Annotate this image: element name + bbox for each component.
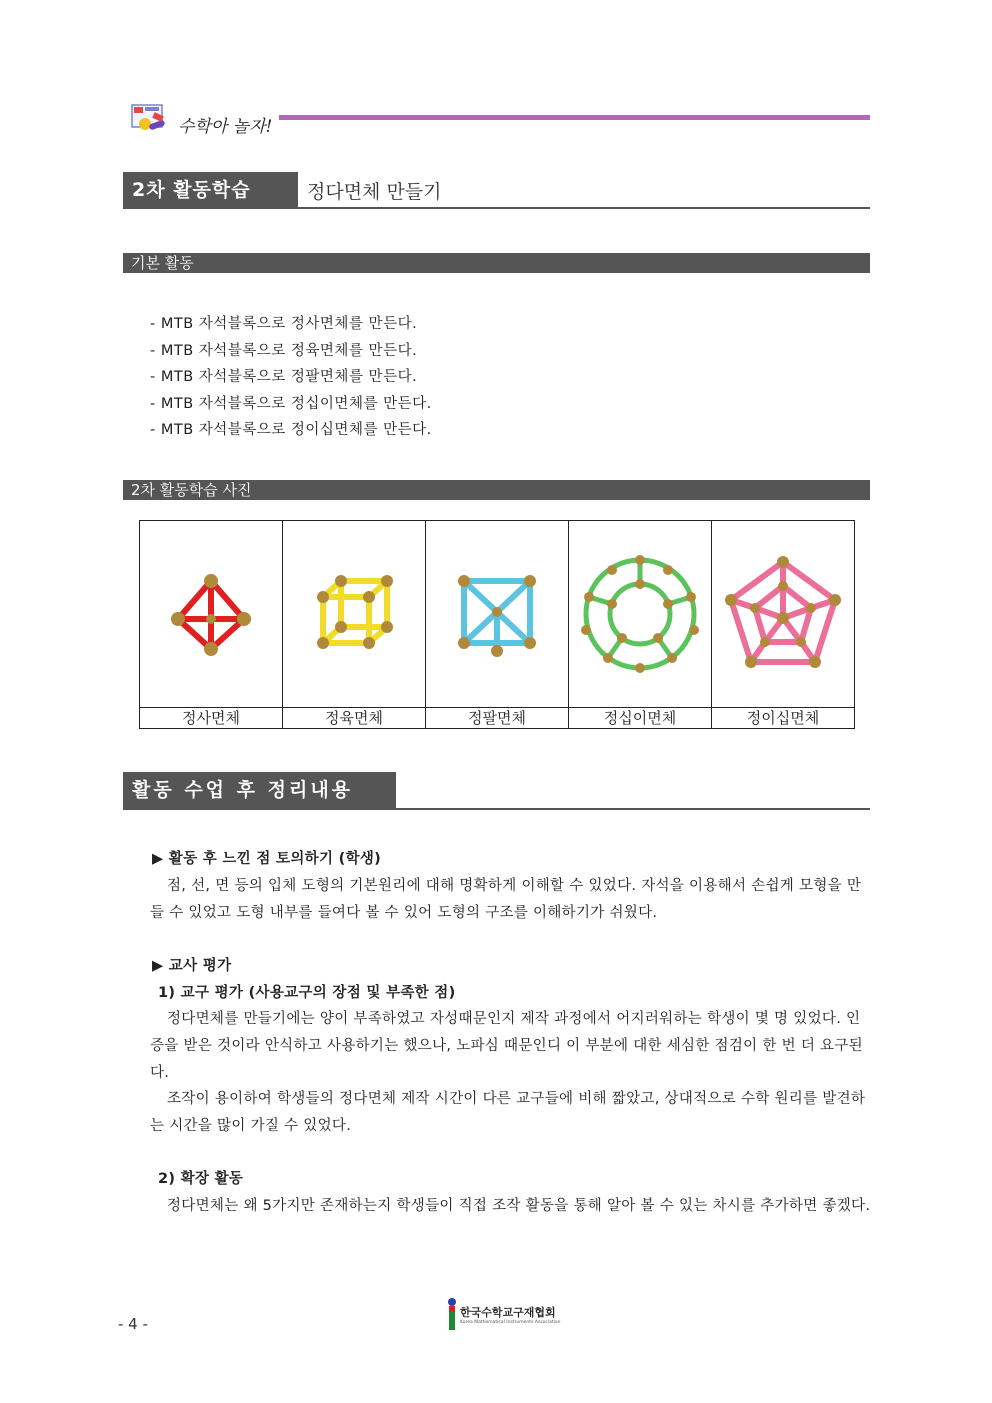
list-item: - MTB 자석블록으로 정사면체를 만든다. — [150, 316, 418, 332]
section-rule — [123, 207, 870, 209]
icosahedron-image — [725, 556, 841, 672]
list-item: - MTB 자석블록으로 정육면체를 만든다. — [150, 342, 418, 359]
section-label: 2차 활동학습 — [123, 172, 298, 208]
photo-heading: 2차 활동학습 사진 — [123, 480, 870, 500]
tool-eval-text-1: 정다면체를 만들기에는 양이 부족하였고 자성때문인지 제작 과정에서 어지러워하는 학생이 몇 명 있었다. 인증을 받은 것이라 안식하고 사용하기는 했으나, 노파심 때문인디 이 부분에 대한 세심한 점검이 한 번 더 요구된다. — [150, 1011, 863, 1081]
photo-cell-octahedron — [426, 521, 569, 708]
org-name: 한국수학교구재협회 — [460, 1305, 556, 1319]
teacher-eval-heading: ▶ 교사 평가 — [152, 958, 232, 974]
org-logo — [446, 1297, 560, 1331]
tetrahedron-image — [166, 569, 256, 659]
photo-cell-dodecahedron — [569, 521, 712, 708]
dodecahedron-image — [578, 552, 702, 676]
cube-image — [309, 569, 399, 659]
list-item: - MTB 자석블록으로 정십이면체를 만든다. — [150, 395, 432, 412]
octahedron-image — [452, 569, 542, 659]
photo-label: 정사면체 — [140, 708, 283, 729]
photo-cell-cube — [283, 521, 426, 708]
photo-label: 정팔면체 — [426, 708, 569, 729]
photo-label: 정이십면체 — [712, 708, 855, 729]
header-rule — [279, 115, 870, 120]
summary-rule — [123, 808, 870, 810]
student-feedback-heading: ▶ 활동 후 느낀 점 토의하기 (학생) — [152, 851, 382, 867]
basic-activity-list — [150, 312, 432, 445]
extension-text: 정다면체는 왜 5가지만 존재하는지 학생들이 직접 조작 활동을 통해 알아 볼 수 있는 차시를 추가하면 좋겠다. — [167, 1198, 871, 1214]
tool-eval-text-2: 조작이 용이하여 학생들의 정다면체 제작 시간이 다른 교구들에 비해 짧았고, 상대적으로 수학 원리를 발견하는 시간을 많이 가질 수 있었다. — [150, 1091, 866, 1134]
list-item: - MTB 자석블록으로 정이십면체를 만든다. — [150, 422, 432, 438]
photo-table — [139, 520, 855, 729]
student-feedback-text: 점, 선, 면 등의 입체 도형의 기본원리에 대해 명확하게 이해할 수 있었다. 자석을 이용해서 손쉽게 모형을 만들 수 있었고 도형 내부를 들여다 볼 수 있어 도형의 구조를 이해하기가 쉬웠다. — [150, 878, 862, 921]
tool-eval-heading: 1) 교구 평가 (사용교구의 장점 및 부족한 점) — [158, 985, 456, 1001]
photo-label: 정십이면체 — [569, 708, 712, 729]
photo-cell-icosahedron — [712, 521, 855, 708]
extension-heading: 2) 확장 활동 — [158, 1171, 244, 1187]
basic-activity-heading: 기본 활동 — [123, 253, 870, 273]
org-subtitle: Korea Mathematical Instruments Association — [460, 1319, 561, 1325]
list-item: - MTB 자석블록으로 정팔면체를 만든다. — [150, 369, 418, 385]
photo-label: 정육면체 — [283, 708, 426, 729]
summary-heading: 활동 수업 후 정리내용 — [123, 772, 396, 808]
photo-cell-tetrahedron — [140, 521, 283, 708]
header-title: 수학아 놀자! — [178, 117, 273, 137]
section-subtitle: 정다면체 만들기 — [307, 181, 442, 203]
header-logo-icon — [131, 104, 167, 134]
org-logo-icon — [446, 1297, 458, 1331]
page-number: - 4 - — [118, 1315, 148, 1333]
